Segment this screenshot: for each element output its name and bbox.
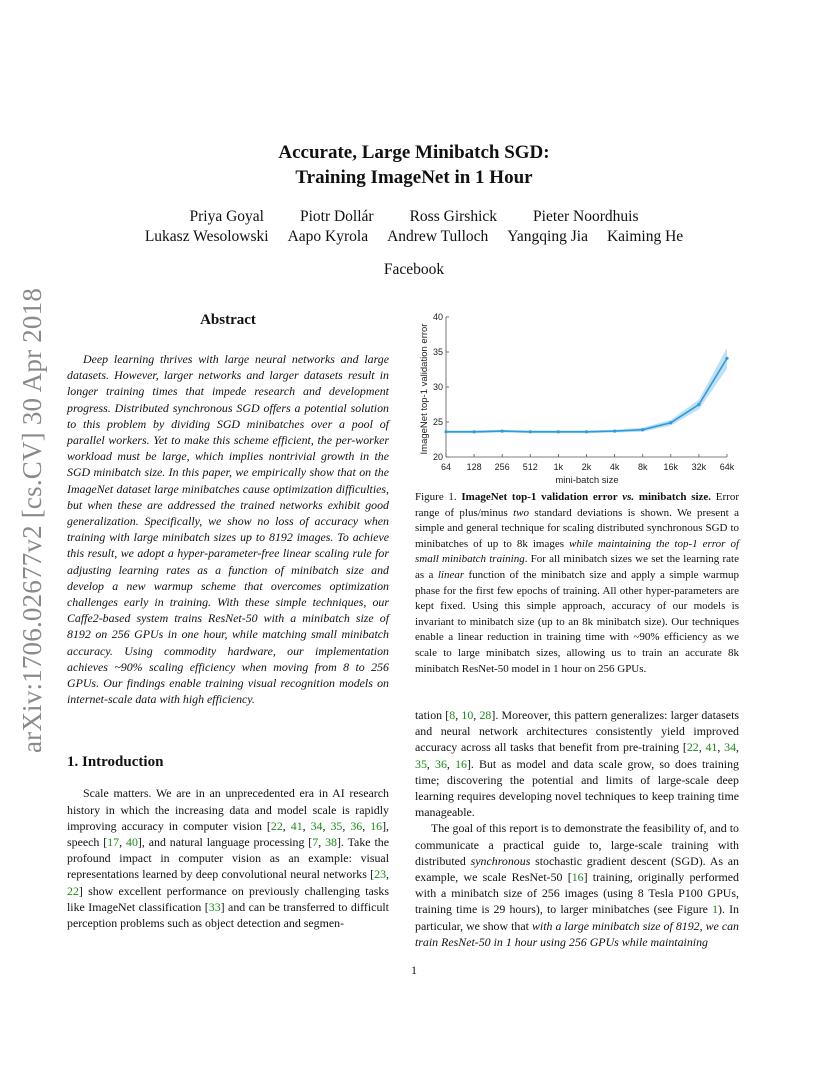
citation-link[interactable]: 41 xyxy=(290,818,303,833)
abstract-heading: Abstract xyxy=(200,312,256,328)
data-point xyxy=(473,430,476,433)
figure-caption xyxy=(415,490,739,677)
arxiv-identifier-text: arXiv:1706.02677v2 [cs.CV] 30 Apr 2018 xyxy=(17,287,48,753)
citation-link[interactable]: 36 xyxy=(350,818,363,833)
caption-text: Error range of plus/minus two standard deviations is shown. We present a simple and general technique for scaling distributed synchronous SGD to minibatches of up to 8k images while maintaining the top-1 error of small minibatch training. For all minibatch sizes we set the learning rate as a linear function of the minibatch size and apply a simple warmup phase for the first few epochs of training. All other hyper-parameters are kept fixed. Using this simple approach, accuracy of our models is invariant to minibatch size (up to an 8k minibatch size). Our techniques enable a linear reduction in training time with ~90% efficiency as we scale to large minibatch sizes, allowing us to train an accurate 8k minibatch ResNet-50 model in 1 hour on 256 GPUs. xyxy=(415,491,740,675)
author-row-2 xyxy=(0,227,828,247)
y-tick-label: 25 xyxy=(432,417,443,427)
x-tick-label: 32k xyxy=(691,462,707,472)
x-tick-label: 4k xyxy=(609,462,620,472)
citation-link[interactable]: 34 xyxy=(310,818,323,833)
x-tick-label: 2k xyxy=(581,462,592,472)
caption-bold: ImageNet top-1 validation error vs. minibatch size. xyxy=(461,491,712,503)
data-point xyxy=(501,430,504,433)
title-line-2: Training ImageNet in 1 Hour xyxy=(295,167,533,188)
page-number: 1 xyxy=(411,963,417,977)
author: Ross Girshick xyxy=(409,208,498,225)
y-axis-label: ImageNet top-1 validation error xyxy=(419,323,430,455)
citation-link[interactable]: 35 xyxy=(330,818,343,833)
data-point xyxy=(669,421,672,424)
section-heading-introduction: 1. Introduction xyxy=(67,754,164,771)
author: Andrew Tulloch xyxy=(387,228,489,245)
citation-link[interactable]: 8 xyxy=(449,708,456,722)
y-tick-label: 30 xyxy=(432,382,443,392)
intro-paragraph-1: Scale matters. We are in an unprecedented era in AI research history in which the increasing data and model scale is rapidly improving accuracy in computer vision [22, 41, 34, 35, 36, 16], speech [17, 40], and natural language processing [7, 38]. Take the profound impact in computer vision as an example: visual representations learned by deep convolutional neural networks [23, 22] show excellent performance on previously challenging tasks like ImageNet classification [33] and can be transferred to difficult perception problems such as object detection and segmen- xyxy=(67,786,390,931)
author: Lukasz Wesolowski xyxy=(144,228,269,245)
citation-link[interactable]: 40 xyxy=(126,835,138,850)
arxiv-identifier xyxy=(18,280,48,760)
error-band xyxy=(446,348,727,433)
citation-link[interactable]: 16 xyxy=(571,870,584,885)
paper-title xyxy=(0,140,828,190)
x-tick-label: 64k xyxy=(719,462,735,472)
author: Aapo Kyrola xyxy=(287,228,369,245)
y-tick-label: 40 xyxy=(432,312,443,322)
citation-link[interactable]: 10 xyxy=(461,708,474,722)
citation-link[interactable]: 22 xyxy=(270,818,283,833)
citation-link[interactable]: 34 xyxy=(724,740,737,755)
x-tick-label: 1k xyxy=(553,462,564,472)
series-line xyxy=(446,358,727,432)
caption-label: Figure 1. xyxy=(415,491,462,503)
affiliation: Facebook xyxy=(383,261,445,278)
author: Kaiming He xyxy=(606,228,684,245)
data-point xyxy=(697,403,700,406)
data-point xyxy=(641,428,644,431)
data-point xyxy=(444,430,447,433)
title-line-1: Accurate, Large Minibatch SGD: xyxy=(278,142,550,163)
x-tick-label: 64 xyxy=(440,462,452,472)
right-column-text xyxy=(415,707,739,950)
intro-paragraph-2: tation [8, 10, 28]. Moreover, this pattern generalizes: larger datasets and neural network architectures consistently yield improved accuracy across all tasks that benefit from pre-training [22, 41, 34, 35, 36, 16]. But as model and data scale grow, so does training time; discovering the potential and limits of large-scale deep learning requires developing novel techniques to keep training time manageable. xyxy=(415,708,740,820)
data-point xyxy=(529,430,532,433)
abstract-text: Deep learning thrives with large neural networks and large datasets. However, larger networks and larger datasets result in longer training times that impede research and development progress. Distributed synchronous SGD offers a potential solution to this problem by dividing SGD minibatches over a pool of parallel workers. Yet to make this scheme efficient, the per-worker workload must be large, which implies nontrivial growth in the SGD minibatch size. In this paper, we empirically show that on the ImageNet dataset large minibatches cause optimization difficulties, but when these are addressed the trained networks exhibit good generalization. Specifically, we show no loss of accuracy when training with large minibatch sizes up to 8192 images. To achieve this result, we adopt a hyper-parameter-free linear scaling rule for adjusting learning rates as a function of minibatch size and develop a new warmup scheme that overcomes optimization challenges early in training. With these simple techniques, our Caffe2-based system trains ResNet-50 with a minibatch size of 8192 on 256 GPUs in one hour, while matching small minibatch accuracy. Using commodity hardware, our implementation achieves ~90% scaling efficiency when moving from 8 to 256 GPUs. Our findings enable training visual recognition models on internet-scale data with high efficiency. xyxy=(67,352,389,707)
citation-link[interactable]: 16 xyxy=(455,756,467,771)
citation-link[interactable]: 16 xyxy=(370,818,383,833)
author: Priya Goyal xyxy=(189,208,264,225)
x-tick-label: 16k xyxy=(663,462,679,472)
citation-link[interactable]: 38 xyxy=(325,835,337,850)
figure-1 xyxy=(415,307,739,487)
author-row-1 xyxy=(0,207,828,227)
x-tick-label: 512 xyxy=(522,462,538,472)
citation-link[interactable]: 22 xyxy=(67,883,79,898)
citation-link[interactable]: 1 xyxy=(712,902,719,917)
author-list xyxy=(0,207,828,247)
citation-link[interactable]: 41 xyxy=(705,740,718,755)
data-point xyxy=(613,430,616,433)
citation-link[interactable]: 28 xyxy=(479,708,492,722)
y-tick-label: 20 xyxy=(432,452,443,462)
citation-link[interactable]: 35 xyxy=(415,756,427,771)
data-point xyxy=(557,430,560,433)
citation-link[interactable]: 17 xyxy=(107,835,120,850)
x-tick-label: 256 xyxy=(494,462,510,472)
left-column xyxy=(67,312,389,931)
citation-link[interactable]: 36 xyxy=(435,756,447,771)
y-tick-label: 35 xyxy=(432,347,443,357)
x-tick-label: 128 xyxy=(466,462,482,472)
intro-paragraph-3: The goal of this report is to demonstrate the feasibility of, and to communicate a practical guide to, large-scale training with distributed synchronous stochastic gradient descent (SGD). As an example, we scale ResNet-50 [16] training, originally performed with a minibatch size of 256 images (using 8 Tesla P100 GPUs, training time is 29 hours), to larger minibatches (see Figure 1). In particular, we show that with a large minibatch size of 8192, we can train ResNet-50 in 1 hour using 256 GPUs while maintaining xyxy=(415,821,740,949)
x-tick-label: 8k xyxy=(637,462,648,472)
citation-link[interactable]: 7 xyxy=(312,835,319,850)
author: Yangqing Jia xyxy=(507,228,588,245)
citation-link[interactable]: 33 xyxy=(208,899,221,914)
data-point xyxy=(725,357,728,360)
citation-link[interactable]: 22 xyxy=(686,740,699,755)
data-point xyxy=(585,430,588,433)
citation-link[interactable]: 23 xyxy=(374,867,387,882)
author: Pieter Noordhuis xyxy=(533,208,639,225)
error-vs-minibatch-chart xyxy=(415,307,739,487)
x-axis-label: mini-batch size xyxy=(555,475,619,486)
author: Piotr Dollár xyxy=(299,208,374,225)
